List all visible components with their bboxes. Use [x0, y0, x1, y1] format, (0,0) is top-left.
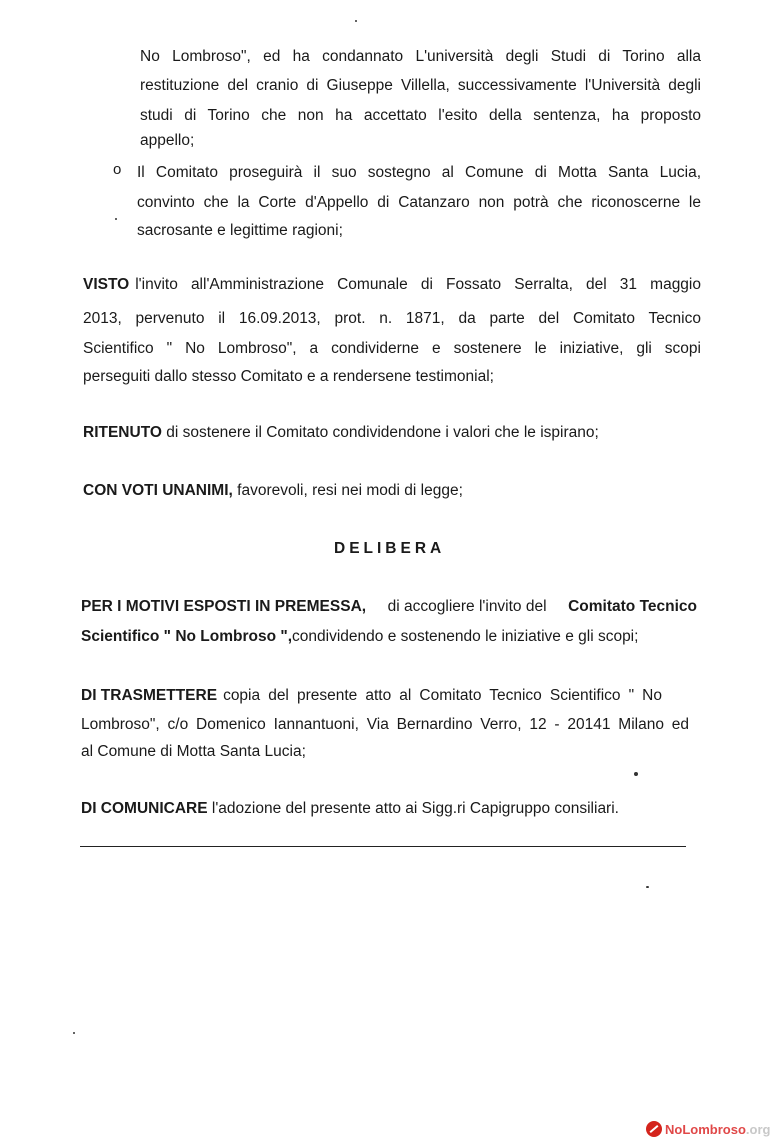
bullet-line-1: Il Comitato proseguirà il suo sostegno al Comune di Motta Santa Lucia, — [137, 164, 701, 181]
visto-line-4: perseguiti dallo stesso Comitato e a rendersene testimonial; — [83, 368, 494, 385]
trasmettere-line-1-text: copia del presente atto al Comitato Tecnico Scientifico " No — [223, 687, 662, 704]
comunicare-line — [81, 799, 619, 819]
watermark-text — [665, 1122, 770, 1137]
voti-lead: CON VOTI UNANIMI, — [83, 482, 233, 499]
watermark-logo — [646, 1119, 770, 1139]
scan-speck — [634, 772, 638, 776]
bullet-marker: o — [113, 161, 122, 178]
motivi-line-1 — [81, 597, 697, 617]
no-sign-icon — [646, 1121, 662, 1137]
comunicare-text: l'adozione del presente atto ai Sigg.ri Capigruppo consiliari. — [211, 800, 619, 817]
scan-speck — [646, 886, 649, 888]
trasmettere-line-3: al Comune di Motta Santa Lucia; — [81, 743, 306, 760]
bullet-line-2: convinto che la Corte d'Appello di Catanzaro non potrà che riconoscerne le — [137, 194, 701, 211]
trasmettere-line-1 — [81, 686, 662, 706]
visto-line-3: Scientifico " No Lombroso", a condividerne e sostenere le iniziative, gli scopi — [83, 340, 701, 357]
trasmettere-lead: DI TRASMETTERE — [81, 687, 218, 704]
watermark-text-red: NoLombroso — [665, 1121, 746, 1137]
paragraph-1-line-4: appello; — [140, 132, 195, 149]
motivi-mid: di accogliere l'invito del — [387, 598, 547, 615]
comunicare-lead: DI COMUNICARE — [81, 800, 208, 817]
visto-line-1-text: l'invito all'Amministrazione Comunale di Fossato Serralta, del 31 maggio — [135, 276, 701, 293]
ritenuto-text: di sostenere il Comitato condividendone i valori che le ispirano; — [166, 424, 599, 441]
scan-speck — [73, 1032, 75, 1034]
motivi-line-2-text: condividendo e sostenendo le iniziative e gli scopi; — [292, 628, 639, 645]
closing-rule — [80, 846, 686, 847]
motivi-lead: PER I MOTIVI ESPOSTI IN PREMESSA, — [81, 598, 367, 615]
paragraph-1-line-2: restituzione del cranio di Giuseppe Villella, successivamente l'Università degli — [140, 77, 701, 94]
visto-line-2: 2013, pervenuto il 16.09.2013, prot. n. 1871, da parte del Comitato Tecnico — [83, 310, 701, 327]
paragraph-1-line-3: studi di Torino che non ha accettato l'esito della sentenza, ha proposto — [140, 107, 701, 124]
watermark-text-grey: .org — [745, 1121, 770, 1137]
scan-speck — [115, 218, 117, 220]
delibera-title: DELIBERA — [334, 540, 446, 557]
visto-lead: VISTO — [83, 276, 130, 293]
bullet-line-3: sacrosante e legittime ragioni; — [137, 222, 343, 239]
motivi-bold-end: Comitato Tecnico — [568, 598, 697, 615]
ritenuto-line — [83, 423, 599, 443]
voti-line — [83, 481, 463, 501]
motivi-line-2-bold: Scientifico " No Lombroso ", — [81, 628, 293, 645]
motivi-line-2 — [81, 627, 638, 647]
scan-speck — [355, 20, 357, 22]
voti-text: favorevoli, resi nei modi di legge; — [237, 482, 463, 499]
visto-line-1 — [83, 275, 701, 295]
ritenuto-lead: RITENUTO — [83, 424, 162, 441]
trasmettere-line-2: Lombroso", c/o Domenico Iannantuoni, Via Bernardino Verro, 12 - 20141 Milano ed — [81, 716, 689, 733]
paragraph-1-line-1: No Lombroso", ed ha condannato L'università degli Studi di Torino alla — [140, 48, 701, 65]
